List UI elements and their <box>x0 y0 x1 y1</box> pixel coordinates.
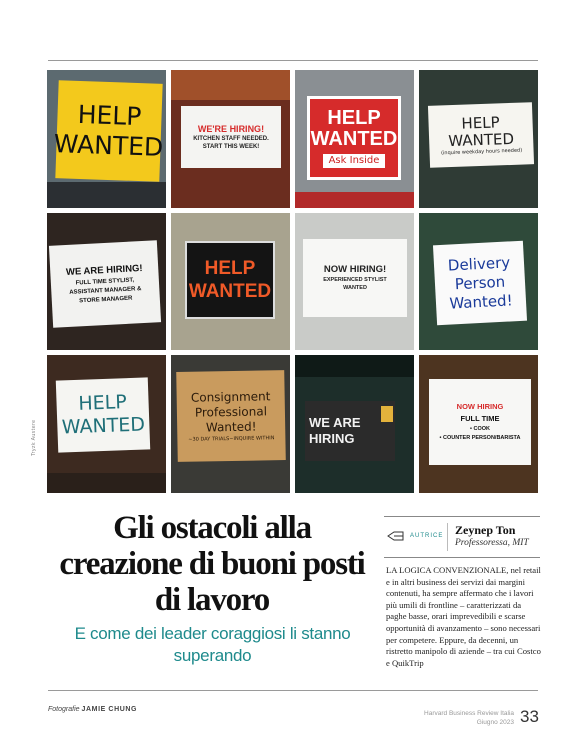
top-rule <box>48 60 538 61</box>
sign-yellow-help-wanted <box>55 80 162 182</box>
sign-line: Consignment <box>190 389 271 405</box>
sign-line: • COUNTER PERSON/BARISTA <box>439 435 521 442</box>
sign-line: FULL TIME STYLIST, <box>75 276 135 286</box>
author-box <box>384 516 540 558</box>
help-wanted-photo-grid <box>47 70 538 493</box>
bottom-rule <box>48 690 538 691</box>
sign-line: Ask Inside <box>323 154 386 168</box>
photo-credit-vertical: Tryzk Austere <box>31 419 37 456</box>
sign-line: WANTED <box>53 129 164 162</box>
sign-line: STORE MANAGER <box>79 294 133 304</box>
photo-sign-8 <box>419 213 538 351</box>
sign-line: HELP <box>77 99 142 132</box>
pen-icon <box>387 530 405 542</box>
photo-sign-4 <box>419 70 538 208</box>
sign-line: ~30 DAY TRIALS~INQUIRE WITHIN <box>188 435 275 443</box>
sign-line: START THIS WEEK! <box>202 144 260 150</box>
article-subhead: E come dei leader coraggiosi li stanno superando <box>74 624 351 665</box>
sign-line: HIRING <box>309 431 355 447</box>
photo-sign-3 <box>295 70 414 208</box>
sign-line: HELP <box>204 257 256 279</box>
photo-sign-2 <box>171 70 290 208</box>
photo-sign-6 <box>171 213 290 351</box>
publication-issue: Giugno 2023 <box>476 719 514 726</box>
sign-line: (inquire weekday hours needed) <box>440 147 523 156</box>
sign-line: Wanted! <box>448 290 514 312</box>
author-name: Zeynep Ton <box>455 523 516 537</box>
author-tag: AUTRICE <box>410 533 444 539</box>
sign-line: EXPERIENCED STYLIST <box>323 277 387 284</box>
sign-line: WANTED <box>310 128 398 150</box>
photo-sign-11 <box>295 355 414 493</box>
sign-we-are-hiring-stylist <box>49 240 161 328</box>
sign-line: WANTED <box>448 129 515 150</box>
article-headline: Gli ostacoli alla creazione di buoni posti di lavoro <box>59 510 365 618</box>
photo-credit <box>48 706 137 713</box>
sign-red-help-wanted <box>307 96 401 180</box>
sign-orange-help-wanted <box>185 241 275 319</box>
sign-line: NOW HIRING <box>456 402 504 412</box>
sign-consignment-cardboard <box>176 370 286 462</box>
sign-now-hiring-stylist <box>303 239 407 317</box>
sign-line: FULL TIME <box>460 414 500 424</box>
sign-line: WE ARE <box>309 415 361 431</box>
author-role: Professoressa, MIT <box>455 538 529 548</box>
photo-sign-9 <box>47 355 166 493</box>
page-number: 33 <box>520 707 539 726</box>
photo-credit-name: JAMIE CHUNG <box>81 706 138 713</box>
photo-sign-7 <box>295 213 414 351</box>
sign-line: WE ARE HIRING! <box>65 262 143 278</box>
sign-line: WANTED <box>61 413 146 439</box>
sign-teal-help-wanted <box>56 378 150 453</box>
publication-info <box>415 709 514 727</box>
photo-sign-12 <box>419 355 538 493</box>
photo-sign-1 <box>47 70 166 208</box>
sign-delivery-person-wanted <box>433 240 527 325</box>
coffee-cup-icon <box>381 406 393 422</box>
sign-line: • COOK <box>470 426 490 433</box>
article-body: LA LOGICA CONVENZIONALE, nel retail e in altri business dei servizi dai margini contenuti, ha sempre affermato che i lavori più umili di frontline – caratterizzati da paghe basse, orari imprevedibili e scarse opportunità di avanzamento – sono necessari per competere. Eppure, da decenni, un ristretto manipolo di aziende – tra cui Costco e QuikTrip <box>386 565 541 668</box>
sign-line: Delivery <box>447 252 511 274</box>
sign-now-hiring-full-time <box>429 379 531 465</box>
sign-handwritten-help-wanted <box>428 102 534 168</box>
sign-line: HELP <box>327 107 381 129</box>
sign-line: WANTED <box>343 285 367 292</box>
photo-sign-5 <box>47 213 166 351</box>
sign-line: ASSISTANT MANAGER & <box>69 285 142 296</box>
sign-line: Person <box>454 271 506 293</box>
sign-line: HELP <box>461 112 500 133</box>
photo-credit-label: Fotografie <box>48 706 80 713</box>
sign-line: Wanted! <box>205 419 257 435</box>
sign-line: HELP <box>78 391 128 416</box>
publication-name: Harvard Business Review Italia <box>424 710 514 717</box>
sign-line: NOW HIRING! <box>323 264 387 276</box>
sign-line: WANTED <box>188 280 272 302</box>
photo-sign-10 <box>171 355 290 493</box>
author-divider <box>447 523 448 551</box>
sign-were-hiring <box>181 106 281 168</box>
sign-line: KITCHEN STAFF NEEDED. <box>193 136 269 142</box>
sign-line: Professional <box>194 404 268 420</box>
sign-line: WE'RE HIRING! <box>197 124 265 134</box>
